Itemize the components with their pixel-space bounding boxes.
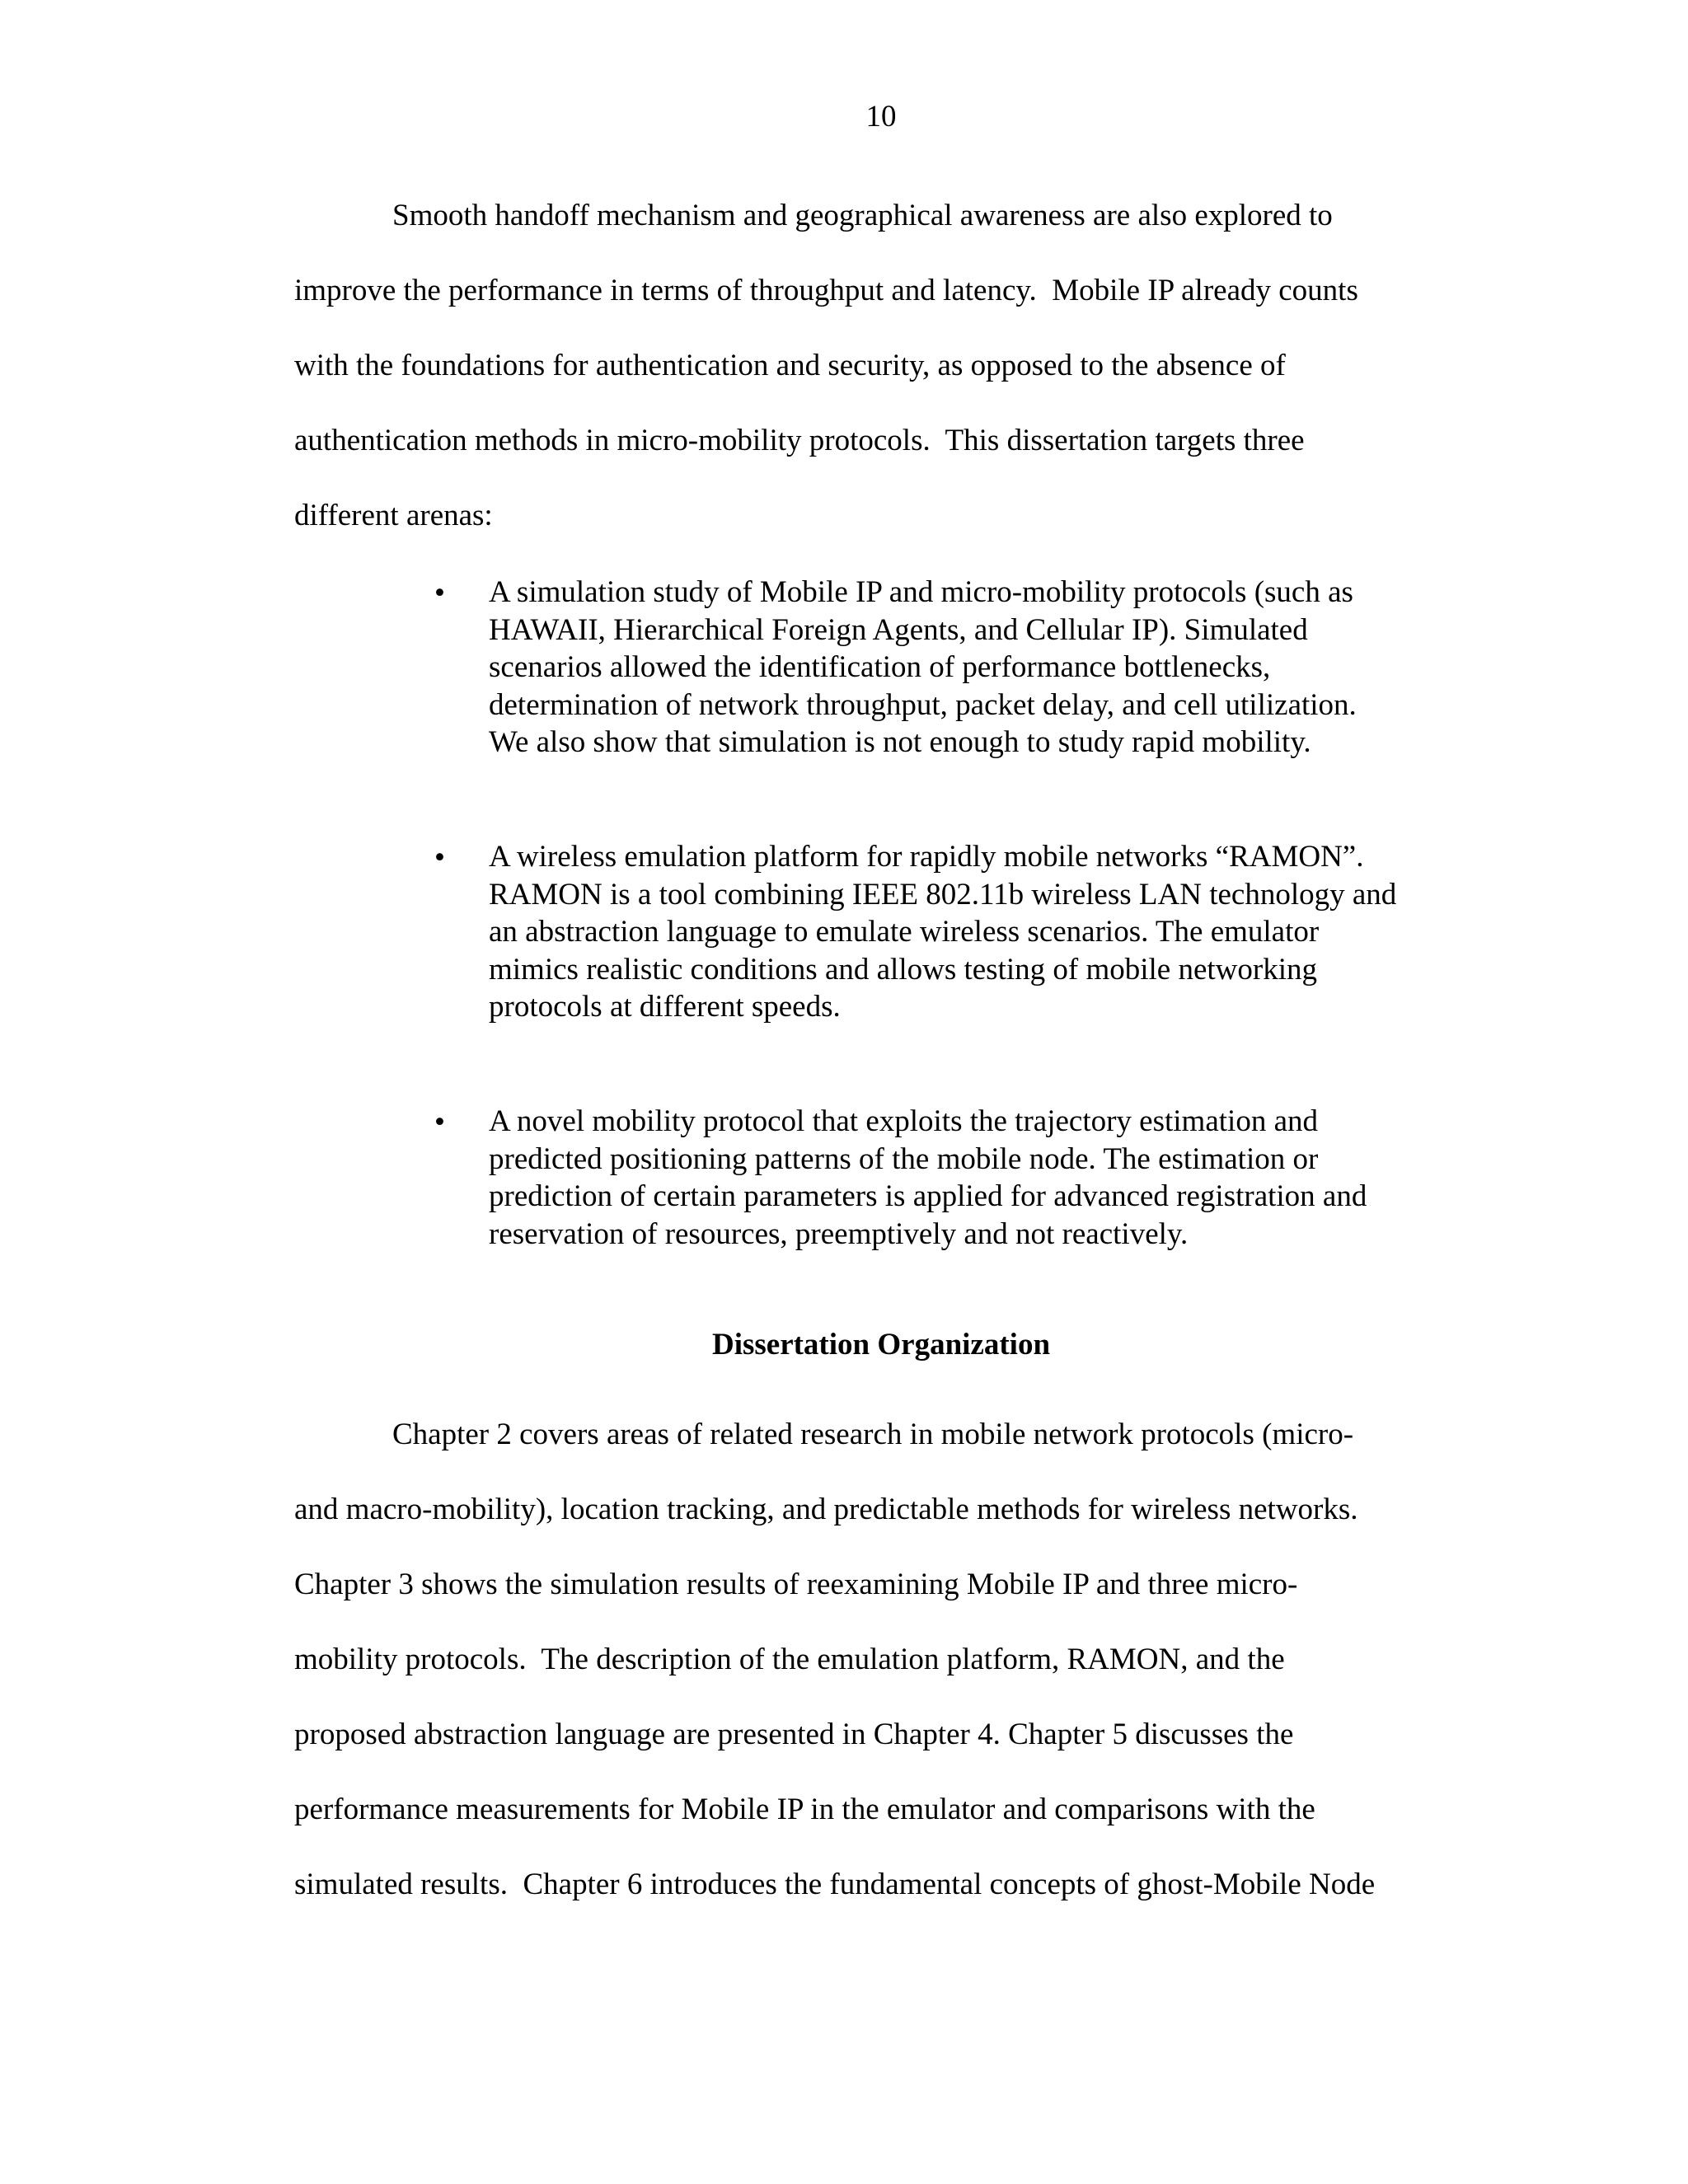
bullet-marker-2: • — [434, 841, 445, 874]
intro-line-5: different arenas: — [294, 499, 493, 532]
organization-line-2: and macro-mobility), location tracking, and predictable methods for wireless networks. — [294, 1493, 1358, 1526]
page-number: 10 — [865, 100, 897, 134]
bullet-item-emulation-platform — [489, 838, 1486, 1026]
bullet-3-line-3: prediction of certain parameters is applied for advanced registration and — [489, 1179, 1367, 1213]
organization-line-5: proposed abstraction language are presented in Chapter 4. Chapter 5 discusses the — [294, 1718, 1294, 1751]
intro-line-3: with the foundations for authentication and security, as opposed to the absence of — [294, 349, 1286, 382]
bullet-item-mobility-protocol — [489, 1103, 1486, 1253]
bullet-2-line-2: RAMON is a tool combining IEEE 802.11b wireless LAN technology and — [489, 877, 1397, 912]
bullet-2-line-4: mimics realistic conditions and allows testing of mobile networking — [489, 952, 1317, 987]
intro-line-1: Smooth handoff mechanism and geographical awareness are also explored to — [392, 199, 1333, 232]
organization-line-3: Chapter 3 shows the simulation results of reexamining Mobile IP and three micro- — [294, 1568, 1298, 1601]
bullet-1-line-5: We also show that simulation is not enough to study rapid mobility. — [489, 725, 1311, 759]
bullet-1-line-4: determination of network throughput, packet delay, and cell utilization. — [489, 687, 1357, 722]
bullet-item-simulation-study — [489, 574, 1486, 762]
intro-line-2: improve the performance in terms of throughput and latency. Mobile IP already counts — [294, 274, 1358, 307]
bullet-marker-1: • — [434, 576, 445, 610]
organization-line-6: performance measurements for Mobile IP in the emulator and comparisons with the — [294, 1793, 1315, 1826]
bullet-marker-3: • — [434, 1105, 445, 1139]
bullet-3-line-2: predicted positioning patterns of the mobile node. The estimation or — [489, 1141, 1319, 1176]
organization-line-4: mobility protocols. The description of the emulation platform, RAMON, and the — [294, 1643, 1285, 1676]
bullet-3-line-4: reservation of resources, preemptively and not reactively. — [489, 1216, 1189, 1251]
bullet-1-line-3: scenarios allowed the identification of performance bottlenecks, — [489, 650, 1271, 684]
bullet-2-line-1: A wireless emulation platform for rapidly mobile networks “RAMON”. — [489, 840, 1364, 874]
bullet-3-line-1: A novel mobility protocol that exploits the trajectory estimation and — [489, 1104, 1318, 1138]
bullet-1-line-2: HAWAII, Hierarchical Foreign Agents, and Cellular IP). Simulated — [489, 612, 1308, 647]
bullet-2-line-5: protocols at different speeds. — [489, 990, 841, 1024]
section-heading: Dissertation Organization — [711, 1328, 1051, 1361]
organization-line-7: simulated results. Chapter 6 introduces the fundamental concepts of ghost-Mobile Node — [294, 1868, 1376, 1901]
bullet-1-line-1: A simulation study of Mobile IP and micro-mobility protocols (such as — [489, 575, 1353, 609]
intro-line-4: authentication methods in micro-mobility protocols. This dissertation targets three — [294, 424, 1305, 457]
bullet-2-line-3: an abstraction language to emulate wireless scenarios. The emulator — [489, 915, 1320, 949]
organization-line-1: Chapter 2 covers areas of related research in mobile network protocols (micro- — [392, 1418, 1354, 1451]
